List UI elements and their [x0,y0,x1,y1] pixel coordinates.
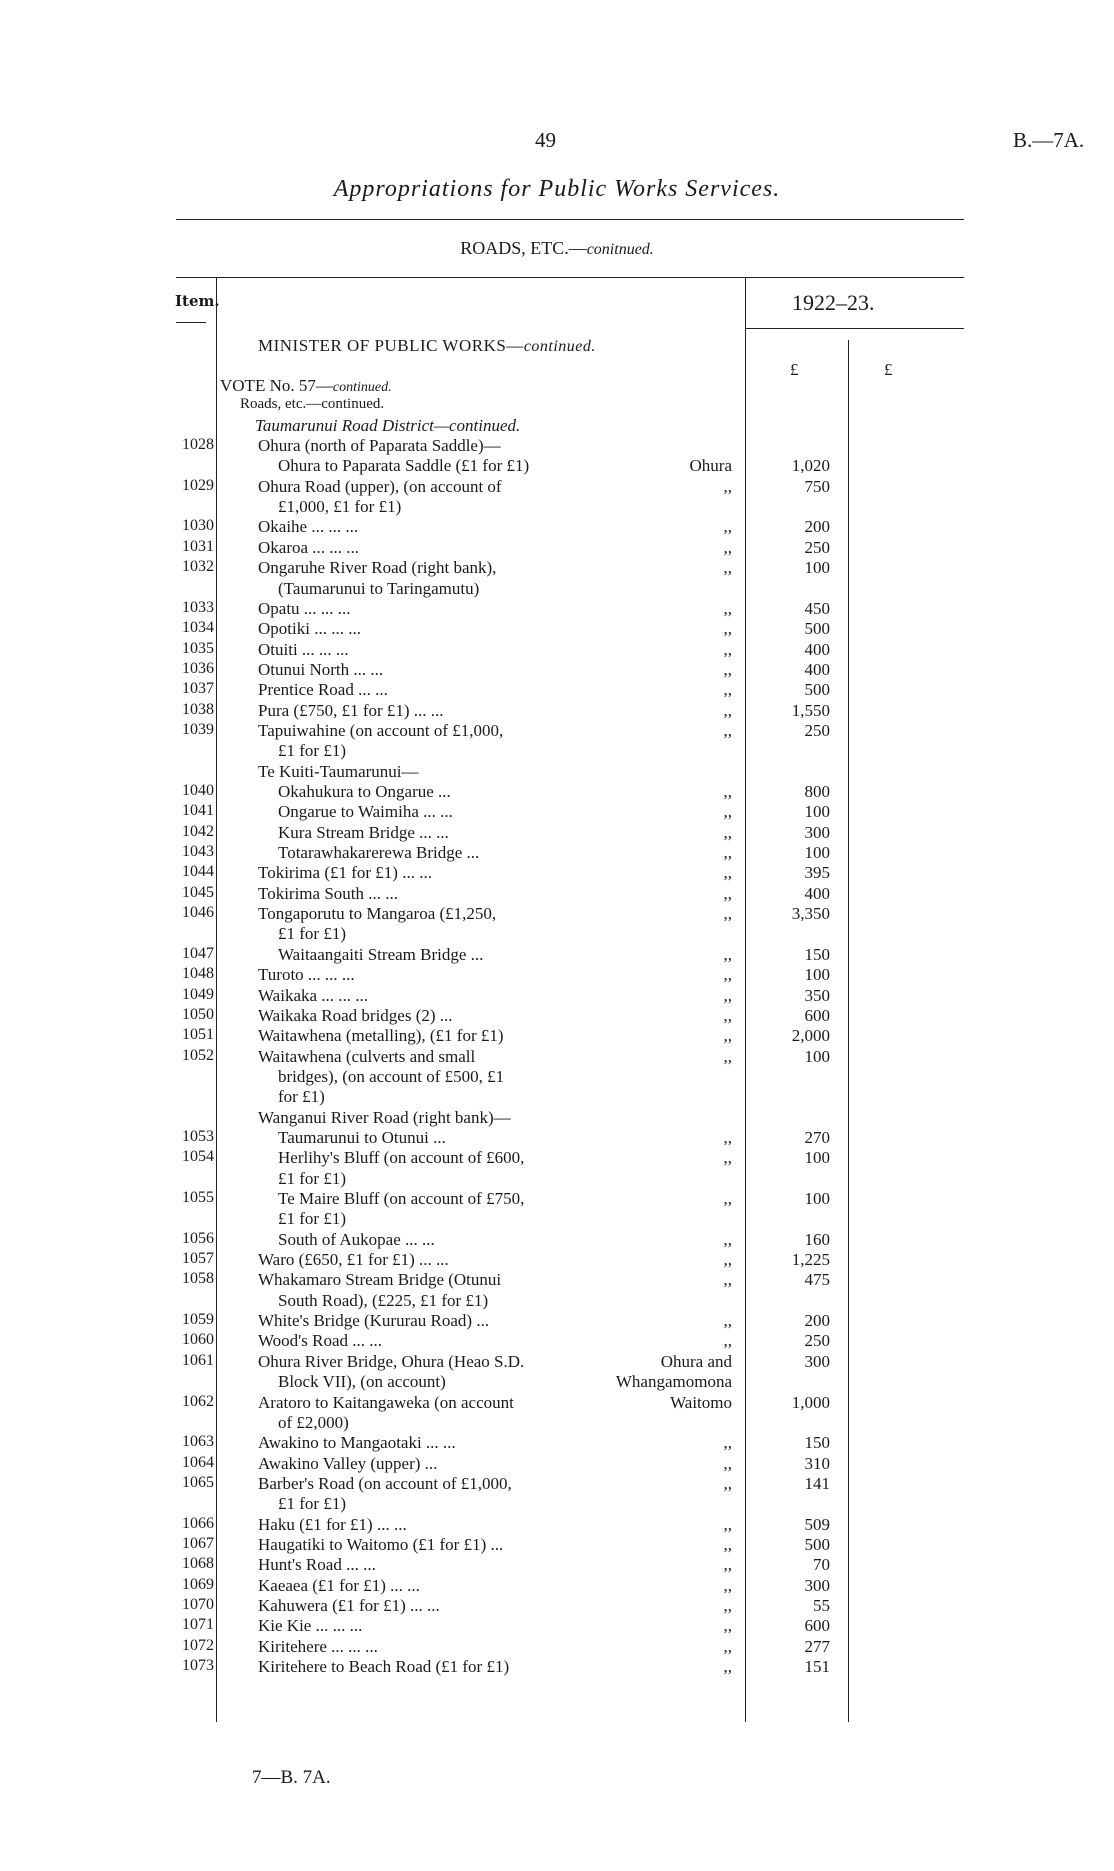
item-locality: ,, [723,1534,732,1554]
item-amount: 400 [804,883,830,903]
item-locality: ,, [723,1250,732,1269]
item-locality: ,, [723,965,732,985]
item-locality: ,, [723,619,732,639]
item-amount: 160 [804,1229,830,1249]
item-description: Kahuwera (£1 for £1) ... ... [258,1596,440,1615]
item-amount: 500 [804,1534,830,1554]
item-locality: ,, [723,1331,732,1351]
item-locality: ,, [723,1270,732,1290]
item-number: 1059 [182,1311,214,1329]
item-description: £1 for £1) [278,741,346,761]
item-description: Turoto ... ... ... [258,965,355,985]
item-number: 1040 [182,782,214,799]
item-locality: ,, [723,944,732,964]
item-description: Tokirima South ... ... [258,883,399,903]
item-number: 1056 [182,1229,214,1247]
item-description: Tapuiwahine (on account of £1,000, [258,720,504,740]
roads-subheading: Roads, etc.—continued. [240,396,385,412]
item-number: 1070 [182,1596,214,1613]
item-description: Opatu ... ... ... [258,598,351,618]
item-number: 1072 [182,1636,214,1654]
item-number: 1054 [182,1148,214,1166]
item-locality: ,, [723,1046,732,1066]
item-description: £1 for £1) [278,1209,346,1229]
item-description: Kura Stream Bridge ... ... [278,822,449,842]
title-rule [176,219,964,220]
item-description: Okahukura to Ongarue ... [278,782,451,801]
vote-italic: continued. [332,380,392,395]
item-amount: 150 [804,1433,830,1453]
item-description: Wood's Road ... ... [258,1331,382,1351]
page-number: 49 [535,128,556,152]
item-locality: ,, [723,1005,732,1025]
item-amount: 750 [804,476,830,496]
item-description: Haku (£1 for £1) ... ... [258,1514,407,1534]
item-locality: ,, [723,1514,732,1534]
item-number: 1073 [182,1657,214,1674]
item-number: 1051 [182,1026,214,1044]
item-amount: 200 [804,517,830,537]
item-locality: ,, [723,1433,732,1453]
item-locality: ,, [723,985,732,1005]
item-amount: 395 [804,863,830,883]
item-number: 1039 [182,720,214,738]
item-number: 1065 [182,1473,214,1491]
item-amount: 509 [804,1514,830,1534]
item-amount: 100 [804,1189,830,1208]
district-heading [255,416,520,436]
item-amount: 277 [804,1636,830,1656]
year-head-underline [745,328,964,329]
item-amount: 300 [804,1351,830,1371]
item-number: 1046 [182,904,214,921]
item-description: South Road), (£225, £1 for £1) [278,1290,489,1310]
item-number: 1049 [182,985,214,1003]
item-locality: ,, [723,537,732,557]
item-amount: 55 [813,1596,830,1615]
item-locality: ,, [723,802,732,822]
item-amount: 500 [804,619,830,639]
item-locality: ,, [723,1596,732,1615]
item-number: 1066 [182,1514,214,1532]
minister-heading [258,336,596,356]
item-amount: 100 [804,802,830,822]
item-description: Wanganui River Road (right bank)— [258,1107,511,1127]
item-number: 1060 [182,1331,214,1349]
item-number: 1069 [182,1575,214,1593]
item-locality: ,, [723,863,732,883]
item-amount: 100 [804,1046,830,1066]
item-amount: 600 [804,1616,830,1636]
table-top-rule [176,277,964,278]
item-description: Okaroa ... ... ... [258,537,360,557]
item-locality: ,, [723,1229,732,1249]
item-locality: ,, [723,1026,732,1046]
vote-heading [220,376,392,396]
item-description: Otuiti ... ... ... [258,639,349,659]
item-description: £1 for £1) [278,924,346,944]
item-description: White's Bridge (Kururau Road) ... [258,1311,490,1331]
item-number: 1063 [182,1433,214,1451]
item-amount: 151 [804,1657,830,1676]
item-locality: Ohura and [660,1351,732,1371]
item-amount: 1,550 [791,700,830,720]
item-number: 1053 [182,1127,214,1145]
item-number: 1033 [182,598,214,616]
page-signature: 7—B. 7A. [252,1767,331,1788]
item-description: Waro (£650, £1 for £1) ... ... [258,1250,449,1269]
item-number: 1055 [182,1189,214,1206]
item-amount: 270 [804,1127,830,1147]
item-number: 1052 [182,1046,214,1064]
item-number: 1037 [182,680,214,698]
item-description: Opotiki ... ... ... [258,619,361,639]
item-locality: ,, [723,517,732,537]
item-description: Barber's Road (on account of £1,000, [258,1473,512,1493]
item-description: Otunui North ... ... [258,659,384,679]
item-amount: 1,000 [791,1392,830,1412]
item-amount: 300 [804,822,830,842]
item-amount: 250 [804,537,830,557]
item-number: 1057 [182,1250,214,1267]
item-number: 1034 [182,619,214,637]
item-number: 1031 [182,537,214,555]
item-description: Totarawhakarerewa Bridge ... [278,843,480,862]
item-locality: ,, [723,700,732,720]
item-amount: 1,225 [791,1250,830,1269]
item-description: Okaihe ... ... ... [258,517,359,537]
item-description: Awakino Valley (upper) ... [258,1453,438,1473]
item-locality: ,, [723,822,732,842]
item-locality: ,, [723,680,732,700]
page-title: Appropriations for Public Works Services. [333,176,781,202]
district-label: Taumarunui Road District—continued. [255,416,521,435]
item-locality: Whangamomona [615,1372,732,1392]
item-description: £1 for £1) [278,1494,346,1514]
pound-divider-rule [848,340,849,1722]
item-locality: ,, [723,1189,732,1208]
item-description: Kiritehere to Beach Road (£1 for £1) [258,1657,510,1676]
item-locality: ,, [723,1473,732,1493]
year-column-header: 1922–23. [792,290,875,315]
item-amount: 3,350 [791,904,830,923]
item-locality: ,, [723,883,732,903]
item-locality: ,, [723,639,732,659]
item-description: Te Kuiti-Taumarunui— [258,761,419,781]
item-amount: 200 [804,1311,830,1331]
item-amount: 70 [813,1555,830,1575]
item-description: £1,000, £1 for £1) [278,497,402,517]
item-description: Tokirima (£1 for £1) ... ... [258,863,432,883]
item-description: Ongarue to Waimiha ... ... [278,802,453,822]
item-amount: 141 [804,1473,830,1493]
item-description: Ongaruhe River Road (right bank), [258,558,497,578]
item-number: 1062 [182,1392,214,1410]
item-amount: 150 [804,944,830,964]
item-description: £1 for £1) [278,1168,346,1188]
item-number: 1044 [182,863,214,881]
item-description: Pura (£750, £1 for £1) ... ... [258,700,444,720]
item-number: 1043 [182,843,214,860]
item-description: (Taumarunui to Taringamutu) [278,578,480,598]
item-amount: 100 [804,843,830,862]
item-description: Ohura (north of Paparata Saddle)— [258,436,501,455]
item-number: 1036 [182,659,214,677]
item-locality: ,, [723,904,732,923]
item-amount: 1,020 [791,456,830,476]
item-amount: 100 [804,558,830,578]
item-amount: 250 [804,720,830,740]
item-description: Ohura River Bridge, Ohura (Heao S.D. [258,1351,525,1371]
item-number: 1067 [182,1534,214,1552]
item-number: 1047 [182,944,214,962]
item-locality: ,, [723,782,732,801]
item-description: Prentice Road ... ... [258,680,388,700]
item-locality: ,, [723,598,732,618]
section-subtitle [0,238,1114,259]
item-number: 1068 [182,1555,214,1573]
item-number: 1071 [182,1616,214,1634]
item-description: Te Maire Bluff (on account of £750, [278,1189,525,1208]
item-number: 1064 [182,1453,214,1471]
item-description: Waikaka ... ... ... [258,985,369,1005]
item-amount: 800 [804,782,830,801]
item-locality: Ohura [689,456,732,476]
item-number: 1045 [182,883,214,901]
item-description: Kiritehere ... ... ... [258,1636,378,1656]
item-description: Waikaka Road bridges (2) ... [258,1005,453,1025]
item-locality: ,, [723,1616,732,1636]
item-number: 1041 [182,802,214,820]
item-amount: 500 [804,680,830,700]
item-locality: ,, [723,1127,732,1147]
item-locality: ,, [723,659,732,679]
item-number: 1061 [182,1351,214,1369]
item-locality: ,, [723,720,732,740]
item-description: Waitawhena (metalling), (£1 for £1) [258,1026,504,1046]
item-description: Tongaporutu to Mangaroa (£1,250, [258,904,497,923]
item-column-header: Item. [175,292,220,310]
item-number: 1029 [182,476,214,494]
item-amount: 300 [804,1575,830,1595]
item-number: 1050 [182,1005,214,1023]
item-amount: 2,000 [791,1026,830,1046]
item-amount: 100 [804,1148,830,1168]
item-number: 1038 [182,700,214,718]
item-locality: ,, [723,843,732,862]
paper-reference: B.—7A. [1013,128,1085,152]
pound-header-1: £ [790,360,799,379]
item-description: Kaeaea (£1 for £1) ... ... [258,1575,420,1595]
pound-header-2: £ [884,360,893,379]
minister-main: MINISTER OF PUBLIC WORKS— [258,336,524,355]
item-number: 1035 [182,639,214,657]
item-description: of £2,000) [278,1412,349,1432]
item-number: 1028 [182,436,214,453]
item-locality: ,, [723,1453,732,1473]
item-amount: 475 [804,1270,830,1290]
subtitle-italic: conitnued. [586,241,654,258]
item-amount: 350 [804,985,830,1005]
item-description: Ohura Road (upper), (on account of [258,476,502,496]
item-description: Hunt's Road ... ... [258,1555,376,1575]
item-number: 1032 [182,558,214,576]
minister-italic: continued. [523,338,596,355]
item-number: 1030 [182,517,214,535]
item-description: Waitaangaiti Stream Bridge ... [278,944,484,964]
item-locality: ,, [723,558,732,578]
item-amount: 310 [804,1453,830,1473]
item-number: 1048 [182,965,214,983]
item-locality: ,, [723,1657,732,1676]
vote-main: VOTE No. 57— [220,376,333,395]
item-description: bridges), (on account of £500, £1 [278,1066,505,1086]
item-amount: 100 [804,965,830,985]
item-description: Whakamaro Stream Bridge (Otunui [258,1270,502,1290]
item-locality: ,, [723,1575,732,1595]
item-number: 1042 [182,822,214,840]
item-description: Ohura to Paparata Saddle (£1 for £1) [278,456,530,476]
item-column-rule [216,277,217,1722]
item-amount: 400 [804,659,830,679]
item-description: Awakino to Mangaotaki ... ... [258,1433,456,1453]
item-locality: ,, [723,1148,732,1168]
item-amount: 250 [804,1331,830,1351]
item-locality: ,, [723,1555,732,1575]
item-locality: ,, [723,476,732,496]
item-locality: Waitomo [670,1392,732,1412]
item-locality: ,, [723,1311,732,1331]
item-description: Herlihy's Bluff (on account of £600, [278,1148,525,1168]
item-description: Waitawhena (culverts and small [258,1046,476,1066]
item-description: South of Aukopae ... ... [278,1229,435,1249]
item-description: Block VII), (on account) [278,1372,446,1392]
item-description: for £1) [278,1087,325,1107]
item-description: Aratoro to Kaitangaweka (on account [258,1392,514,1412]
item-description: Kie Kie ... ... ... [258,1616,363,1636]
item-amount: 600 [804,1005,830,1025]
item-head-underline [176,322,206,323]
item-number: 1058 [182,1270,214,1288]
item-amount: 450 [804,598,830,618]
item-description: Haugatiki to Waitomo (£1 for £1) ... [258,1534,504,1554]
subtitle-main: ROADS, ETC.— [460,238,587,258]
item-amount: 400 [804,639,830,659]
item-locality: ,, [723,1636,732,1656]
item-description: Taumarunui to Otunui ... [278,1127,446,1147]
year-column-rule [745,277,746,1722]
